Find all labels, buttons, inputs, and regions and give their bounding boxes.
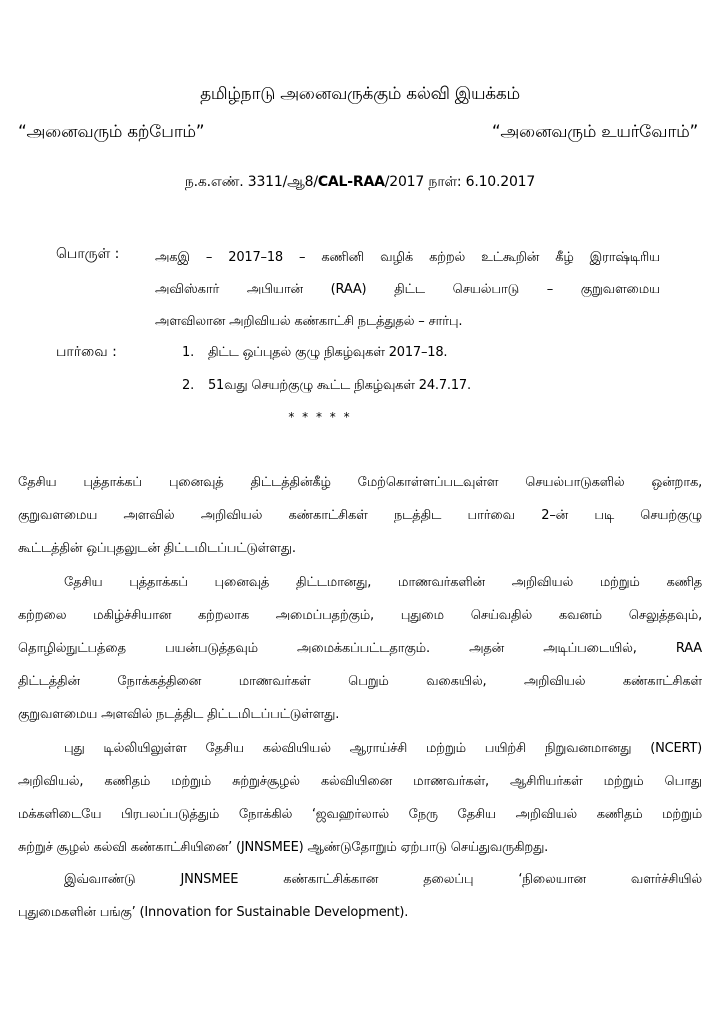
paragraph-line: புது டில்லியிலுள்ள தேசிய கல்வியியல் ஆராய்ச்சி மற்றும் பயிற்சி நிறுவனமானது (NCERT) <box>64 741 702 756</box>
reference-number-2: 2. <box>182 378 195 393</box>
paragraph-4 <box>18 863 702 929</box>
ref-code: CAL-RAA <box>317 174 385 190</box>
separator: * * * * * <box>288 410 352 424</box>
paragraph-line: குறுவளமைய அளவில் நடத்திட திட்டமிடப்பட்டுள்ளது. <box>18 707 340 722</box>
reference-number-1: 1. <box>182 345 195 360</box>
ref-suffix: /2017 நாள்: 6.10.2017 <box>384 174 536 190</box>
ref-prefix: ந.க.எண். 3311/ஆ8/ <box>184 174 318 190</box>
paragraph-line: புதுமைகளின் பங்கு’ (Innovation for Sustainable Development). <box>18 905 409 920</box>
subject-line: அளவிலான அறிவியல் கண்காட்சி நடத்துதல் – சார்பு. <box>155 314 463 329</box>
paragraph-2 <box>18 566 702 731</box>
subject-line: அவிஸ்கார் அபியான் (RAA) திட்ட செயல்பாடு – குறுவளமைய <box>155 282 660 297</box>
subject-text <box>155 242 660 338</box>
slogan-right: “அனைவரும் உயர்வோம்” <box>491 122 698 142</box>
paragraph-line: தேசிய புத்தாக்கப் புனைவுத் திட்டத்தின்கீழ் மேற்கொள்ளப்படவுள்ள செயல்பாடுகளில் ஒன்றாக, <box>18 475 702 490</box>
paragraph-line: தேசிய புத்தாக்கப் புனைவுத் திட்டமானது, மாணவர்களின் அறிவியல் மற்றும் கணித <box>64 575 702 590</box>
paragraph-line: கற்றலை மகிழ்ச்சியான கற்றலாக அமைப்பதற்கும், புதுமை செய்வதில் கவனம் செலுத்தவும், <box>18 608 702 623</box>
paragraph-line: குறுவளமைய அளவில் அறிவியல் கண்காட்சிகள் நடத்திட பார்வை 2–ன் படி செயற்குழு <box>18 508 702 523</box>
paragraph-line: இவ்வாண்டு JNNSMEE கண்காட்சிக்கான தலைப்பு ‘நிலையான வளர்ச்சியில் <box>64 872 702 887</box>
paragraph-1 <box>18 466 702 565</box>
reference-text-2: 51வது செயற்குழு கூட்ட நிகழ்வுகள் 24.7.17. <box>207 378 471 393</box>
paragraph-line: கூட்டத்தின் ஒப்புதலுடன் திட்டமிடப்பட்டுள்ளது. <box>18 541 296 556</box>
subject-line: அகஇ – 2017–18 – கணினி வழிக் கற்றல் உட்கூறின் கீழ் இராஷ்டிரிய <box>155 250 660 265</box>
document-title: தமிழ்நாடு அனைவருக்கும் கல்வி இயக்கம் <box>200 84 520 104</box>
subject-label: பொருள் : <box>56 246 120 262</box>
paragraph-line: மக்களிடையே பிரபலப்படுத்தும் நோக்கில் ‘ஜவஹர்லால் நேரு தேசிய அறிவியல் கணிதம் மற்றும் <box>18 807 702 822</box>
paragraph-line: அறிவியல், கணிதம் மற்றும் சுற்றுச்சூழல் கல்வியினை மாணவர்கள், ஆசிரியர்கள் மற்றும் பொது <box>18 774 702 789</box>
paragraph-3 <box>18 732 702 864</box>
reference-text-1: திட்ட ஒப்புதல் குழு நிகழ்வுகள் 2017–18. <box>207 345 448 360</box>
references-label: பார்வை : <box>56 344 117 360</box>
paragraph-line: தொழில்நுட்பத்தை பயன்படுத்தவும் அமைக்கப்பட்டதாகும். அதன் அடிப்படையில், RAA <box>18 641 702 656</box>
paragraph-line: திட்டத்தின் நோக்கத்தினை மாணவர்கள் பெறும் வகையில், அறிவியல் கண்காட்சிகள் <box>18 674 702 689</box>
reference-item <box>182 378 471 394</box>
reference-item <box>182 345 447 361</box>
slogan-left: “அனைவரும் கற்போம்” <box>18 122 205 142</box>
paragraph-line: சுற்றுச் சூழல் கல்வி கண்காட்சியினை’ (JNNSMEE) ஆண்டுதோறும் ஏற்பாடு செய்துவருகிறது. <box>18 840 549 855</box>
reference-number <box>0 174 720 192</box>
